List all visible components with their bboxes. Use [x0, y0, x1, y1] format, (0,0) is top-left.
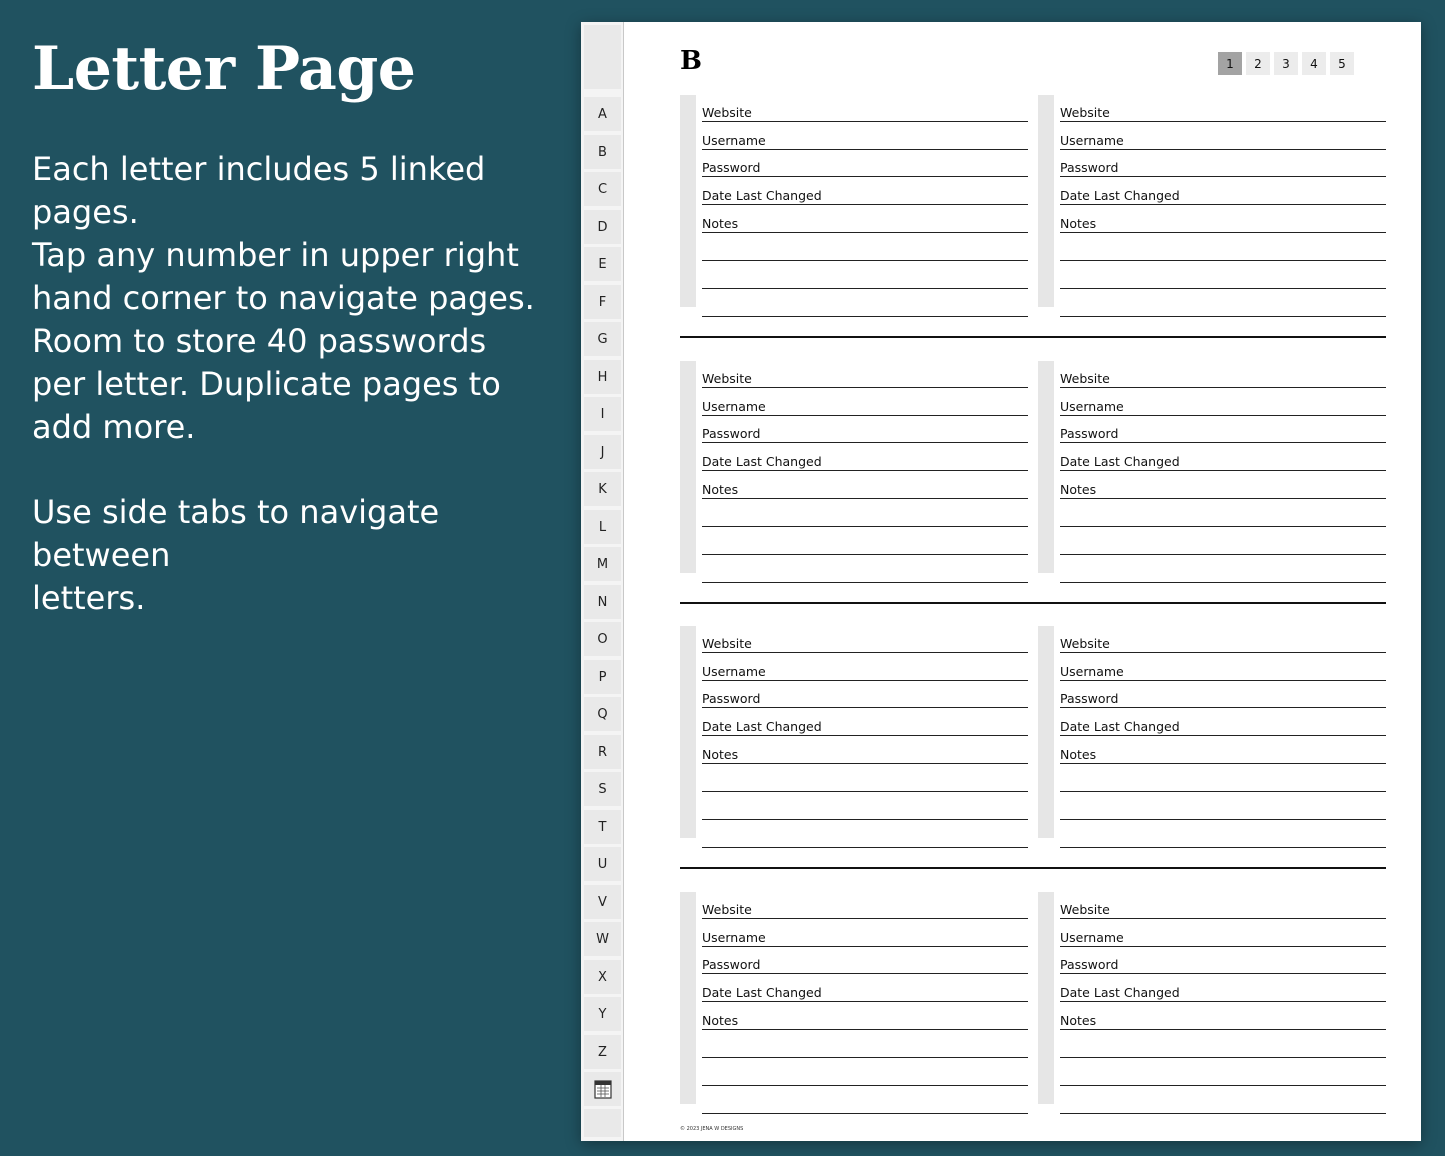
- field-username[interactable]: Username: [1060, 920, 1386, 947]
- side-tab-f[interactable]: F: [584, 285, 621, 319]
- notes-line[interactable]: [1060, 1031, 1386, 1058]
- password-entry: [680, 626, 1028, 838]
- description-line: hand corner to navigate pages.: [32, 279, 535, 317]
- notes-line[interactable]: [702, 234, 1028, 261]
- description-line: Tap any number in upper right: [32, 236, 519, 274]
- page-number-4[interactable]: 4: [1302, 52, 1326, 75]
- field-password[interactable]: Password: [702, 416, 1028, 443]
- calendar-icon: [594, 1079, 612, 1099]
- field-notes[interactable]: Notes: [702, 206, 1028, 233]
- notes-line[interactable]: [702, 262, 1028, 289]
- notes-line[interactable]: [1060, 765, 1386, 792]
- password-entry: [680, 892, 1028, 1104]
- page-number-5[interactable]: 5: [1330, 52, 1354, 75]
- password-entry: [1038, 361, 1386, 573]
- notes-line[interactable]: [702, 290, 1028, 317]
- notes-line[interactable]: [702, 1031, 1028, 1058]
- entry-side-bar: [680, 361, 696, 573]
- field-username[interactable]: Username: [1060, 389, 1386, 416]
- notes-line[interactable]: [702, 556, 1028, 583]
- password-entry: [1038, 95, 1386, 307]
- field-website[interactable]: Website: [702, 361, 1028, 388]
- side-tab-v[interactable]: V: [584, 885, 621, 919]
- field-notes[interactable]: Notes: [1060, 737, 1386, 764]
- notes-line[interactable]: [702, 528, 1028, 555]
- field-notes[interactable]: Notes: [1060, 1003, 1386, 1030]
- notes-line[interactable]: [702, 765, 1028, 792]
- field-notes[interactable]: Notes: [1060, 206, 1386, 233]
- field-website[interactable]: Website: [1060, 626, 1386, 653]
- side-tab-m[interactable]: M: [584, 547, 621, 581]
- field-website[interactable]: Website: [1060, 95, 1386, 122]
- entry-side-bar: [1038, 95, 1054, 307]
- notes-line[interactable]: [1060, 262, 1386, 289]
- planner-page: [581, 22, 1421, 1141]
- field-date-last-changed[interactable]: Date Last Changed: [702, 709, 1028, 736]
- description-line: Room to store 40 passwords: [32, 322, 487, 360]
- page-number-3[interactable]: 3: [1274, 52, 1298, 75]
- side-tab-b[interactable]: B: [584, 135, 621, 169]
- field-date-last-changed[interactable]: Date Last Changed: [1060, 709, 1386, 736]
- description-line: letters.: [32, 579, 146, 617]
- side-tab-n[interactable]: N: [584, 585, 621, 619]
- section-divider: [680, 867, 1386, 869]
- notes-line[interactable]: [1060, 234, 1386, 261]
- field-date-last-changed[interactable]: Date Last Changed: [1060, 178, 1386, 205]
- page-title: Letter Page: [32, 34, 416, 104]
- notes-line[interactable]: [1060, 556, 1386, 583]
- field-password[interactable]: Password: [702, 150, 1028, 177]
- field-date-last-changed[interactable]: Date Last Changed: [1060, 975, 1386, 1002]
- notes-line[interactable]: [1060, 1087, 1386, 1114]
- description-line: per letter. Duplicate pages to: [32, 365, 501, 403]
- description-paragraph: [32, 320, 552, 449]
- side-tab-q[interactable]: Q: [584, 697, 621, 731]
- field-notes[interactable]: Notes: [702, 1003, 1028, 1030]
- section-divider: [680, 602, 1386, 604]
- side-tab-a[interactable]: A: [584, 97, 621, 131]
- side-tab-o[interactable]: O: [584, 622, 621, 656]
- field-website[interactable]: Website: [702, 95, 1028, 122]
- side-tab-y[interactable]: Y: [584, 997, 621, 1031]
- field-website[interactable]: Website: [702, 626, 1028, 653]
- side-tab-d[interactable]: D: [584, 210, 621, 244]
- side-tab-w[interactable]: W: [584, 922, 621, 956]
- field-username[interactable]: Username: [702, 389, 1028, 416]
- field-date-last-changed[interactable]: Date Last Changed: [702, 178, 1028, 205]
- notes-line[interactable]: [702, 1059, 1028, 1086]
- field-password[interactable]: Password: [702, 947, 1028, 974]
- description-line: Each letter includes 5 linked pages.: [32, 150, 486, 231]
- field-website[interactable]: Website: [1060, 892, 1386, 919]
- field-date-last-changed[interactable]: Date Last Changed: [702, 444, 1028, 471]
- side-tab-u[interactable]: U: [584, 847, 621, 881]
- field-notes[interactable]: Notes: [1060, 472, 1386, 499]
- notes-line[interactable]: [1060, 528, 1386, 555]
- notes-line[interactable]: [1060, 793, 1386, 820]
- entry-side-bar: [1038, 626, 1054, 838]
- side-tab-z[interactable]: Z: [584, 1035, 621, 1069]
- side-tab-strip: [581, 22, 624, 1141]
- side-tab-c[interactable]: C: [584, 172, 621, 206]
- field-password[interactable]: Password: [1060, 150, 1386, 177]
- side-tab-l[interactable]: L: [584, 510, 621, 544]
- field-password[interactable]: Password: [1060, 947, 1386, 974]
- entry-side-bar: [680, 95, 696, 307]
- tab-blank-bottom: [584, 1109, 621, 1137]
- description-paragraph: [32, 148, 552, 320]
- notes-line[interactable]: [1060, 821, 1386, 848]
- description-line: add more.: [32, 408, 196, 446]
- side-tab-j[interactable]: J: [584, 435, 621, 469]
- page-number-2[interactable]: 2: [1246, 52, 1270, 75]
- notes-line[interactable]: [702, 1087, 1028, 1114]
- side-tab-s[interactable]: S: [584, 772, 621, 806]
- copyright: © 2023 JENA W DESIGNS: [680, 1126, 744, 1132]
- field-username[interactable]: Username: [702, 920, 1028, 947]
- description-line: Use side tabs to navigate between: [32, 493, 440, 574]
- notes-line[interactable]: [702, 793, 1028, 820]
- side-tab-g[interactable]: G: [584, 322, 621, 356]
- section-divider: [680, 336, 1386, 338]
- field-password[interactable]: Password: [702, 681, 1028, 708]
- field-website[interactable]: Website: [1060, 361, 1386, 388]
- field-username[interactable]: Username: [702, 123, 1028, 150]
- password-entry: [680, 95, 1028, 307]
- field-username[interactable]: Username: [702, 654, 1028, 681]
- side-tab-e[interactable]: E: [584, 247, 621, 281]
- description-paragraph: [32, 491, 552, 620]
- side-tab-p[interactable]: P: [584, 660, 621, 694]
- notes-line[interactable]: [1060, 1059, 1386, 1086]
- notes-line[interactable]: [702, 821, 1028, 848]
- entry-side-bar: [1038, 361, 1054, 573]
- field-date-last-changed[interactable]: Date Last Changed: [702, 975, 1028, 1002]
- field-username[interactable]: Username: [1060, 654, 1386, 681]
- side-tab-x[interactable]: X: [584, 960, 621, 994]
- side-tab-r[interactable]: R: [584, 735, 621, 769]
- entry-side-bar: [680, 626, 696, 838]
- calendar-tab[interactable]: [584, 1072, 621, 1106]
- field-password[interactable]: Password: [1060, 416, 1386, 443]
- password-entry: [1038, 626, 1386, 838]
- field-date-last-changed[interactable]: Date Last Changed: [1060, 444, 1386, 471]
- side-tab-i[interactable]: I: [584, 397, 621, 431]
- side-tab-k[interactable]: K: [584, 472, 621, 506]
- password-entry: [1038, 892, 1386, 1104]
- entry-side-bar: [1038, 892, 1054, 1104]
- field-password[interactable]: Password: [1060, 681, 1386, 708]
- notes-line[interactable]: [1060, 290, 1386, 317]
- entry-side-bar: [680, 892, 696, 1104]
- letter-heading: B: [680, 46, 702, 76]
- side-tab-t[interactable]: T: [584, 810, 621, 844]
- notes-line[interactable]: [702, 500, 1028, 527]
- password-entry: [680, 361, 1028, 573]
- side-tab-h[interactable]: H: [584, 360, 621, 394]
- field-notes[interactable]: Notes: [702, 737, 1028, 764]
- notes-line[interactable]: [1060, 500, 1386, 527]
- page-number-1[interactable]: 1: [1218, 52, 1242, 75]
- field-notes[interactable]: Notes: [702, 472, 1028, 499]
- field-username[interactable]: Username: [1060, 123, 1386, 150]
- tab-blank-top: [584, 25, 621, 89]
- page-navigator: [1218, 52, 1358, 75]
- field-website[interactable]: Website: [702, 892, 1028, 919]
